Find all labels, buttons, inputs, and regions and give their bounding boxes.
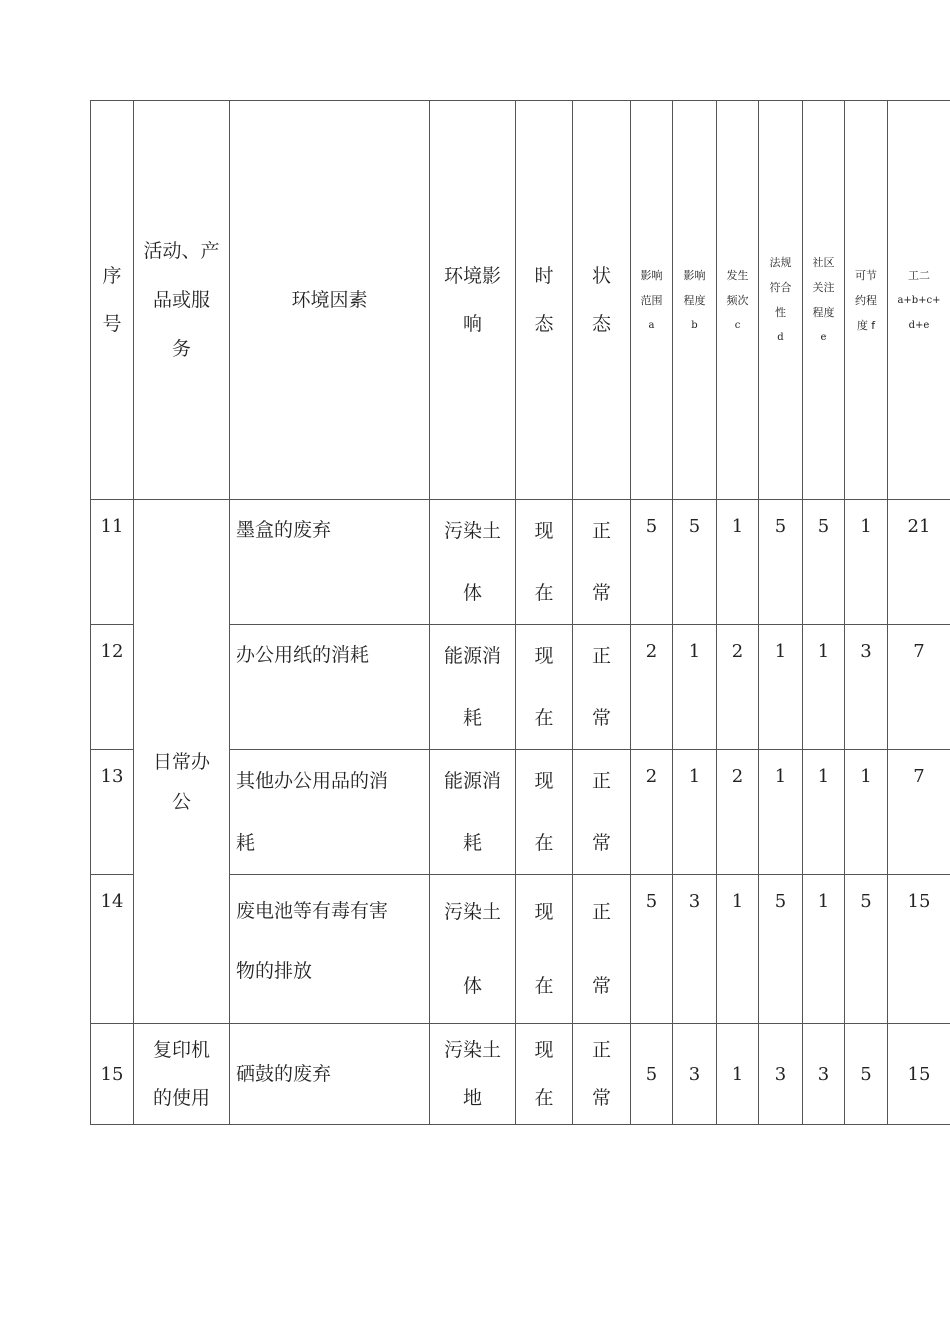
row-c: 1 bbox=[717, 1024, 759, 1125]
row-b: 5 bbox=[673, 500, 717, 625]
row-tense: 现 在 bbox=[516, 500, 573, 625]
activity-copier-use: 复印机 的使用 bbox=[134, 1024, 230, 1125]
row-d: 5 bbox=[759, 875, 803, 1024]
activity-daily-office: 日常办 公 bbox=[134, 500, 230, 1024]
row-factor: 其他办公用品的消 耗 bbox=[230, 750, 430, 875]
header-f: 可节 约程 度 f bbox=[845, 101, 888, 500]
row-state: 正 常 bbox=[573, 750, 631, 875]
row-state: 正 常 bbox=[573, 875, 631, 1024]
header-e: 社区 关注 程度 e bbox=[803, 101, 845, 500]
row-tense: 现 在 bbox=[516, 875, 573, 1024]
row-seq: 15 bbox=[91, 1024, 134, 1125]
row-c: 1 bbox=[717, 500, 759, 625]
row-d: 1 bbox=[759, 625, 803, 750]
row-impact: 污染土 地 bbox=[430, 1024, 516, 1125]
row-a: 2 bbox=[631, 625, 673, 750]
header-impact: 环境影 响 bbox=[430, 101, 516, 500]
row-state: 正 常 bbox=[573, 1024, 631, 1125]
row-factor: 废电池等有毒有害 物的排放 bbox=[230, 875, 430, 1024]
row-a: 5 bbox=[631, 500, 673, 625]
header-factor: 环境因素 bbox=[230, 101, 430, 500]
row-d: 3 bbox=[759, 1024, 803, 1125]
row-b: 1 bbox=[673, 625, 717, 750]
row-total: 7 bbox=[888, 625, 950, 750]
header-d: 法规 符合 性 d bbox=[759, 101, 803, 500]
row-f: 1 bbox=[845, 750, 888, 875]
row-total: 15 bbox=[888, 1024, 950, 1125]
row-total: 21 bbox=[888, 500, 950, 625]
row-a: 2 bbox=[631, 750, 673, 875]
row-e: 1 bbox=[803, 750, 845, 875]
row-f: 3 bbox=[845, 625, 888, 750]
row-tense: 现 在 bbox=[516, 625, 573, 750]
row-impact: 能源消 耗 bbox=[430, 625, 516, 750]
row-impact: 污染土 体 bbox=[430, 875, 516, 1024]
row-f: 5 bbox=[845, 875, 888, 1024]
table-row bbox=[91, 500, 950, 625]
row-b: 3 bbox=[673, 1024, 717, 1125]
header-seq: 序 号 bbox=[91, 101, 134, 500]
row-c: 1 bbox=[717, 875, 759, 1024]
row-state: 正 常 bbox=[573, 500, 631, 625]
row-factor: 墨盒的废弃 bbox=[230, 500, 430, 625]
row-e: 1 bbox=[803, 625, 845, 750]
environmental-factor-table bbox=[90, 100, 950, 1125]
row-factor: 硒鼓的废弃 bbox=[230, 1024, 430, 1125]
row-seq: 13 bbox=[91, 750, 134, 875]
row-total: 7 bbox=[888, 750, 950, 875]
header-activity: 活动、产 品或服 务 bbox=[134, 101, 230, 500]
header-state: 状 态 bbox=[573, 101, 631, 500]
row-tense: 现 在 bbox=[516, 1024, 573, 1125]
row-b: 1 bbox=[673, 750, 717, 875]
header-a: 影响 范围 a bbox=[631, 101, 673, 500]
row-seq: 11 bbox=[91, 500, 134, 625]
row-tense: 现 在 bbox=[516, 750, 573, 875]
row-a: 5 bbox=[631, 1024, 673, 1125]
row-state: 正 常 bbox=[573, 625, 631, 750]
row-seq: 14 bbox=[91, 875, 134, 1024]
row-e: 3 bbox=[803, 1024, 845, 1125]
header-row bbox=[91, 101, 950, 500]
row-f: 5 bbox=[845, 1024, 888, 1125]
table-row bbox=[91, 1024, 950, 1125]
row-c: 2 bbox=[717, 750, 759, 875]
row-total: 15 bbox=[888, 875, 950, 1024]
row-d: 1 bbox=[759, 750, 803, 875]
row-f: 1 bbox=[845, 500, 888, 625]
row-e: 5 bbox=[803, 500, 845, 625]
row-impact: 污染土 体 bbox=[430, 500, 516, 625]
row-d: 5 bbox=[759, 500, 803, 625]
row-factor: 办公用纸的消耗 bbox=[230, 625, 430, 750]
row-c: 2 bbox=[717, 625, 759, 750]
header-b: 影响 程度 b bbox=[673, 101, 717, 500]
row-b: 3 bbox=[673, 875, 717, 1024]
row-a: 5 bbox=[631, 875, 673, 1024]
header-c: 发生 频次 c bbox=[717, 101, 759, 500]
row-impact: 能源消 耗 bbox=[430, 750, 516, 875]
header-total: 工二 a+b+c+ d+e bbox=[888, 101, 950, 500]
row-e: 1 bbox=[803, 875, 845, 1024]
header-tense: 时 态 bbox=[516, 101, 573, 500]
row-seq: 12 bbox=[91, 625, 134, 750]
